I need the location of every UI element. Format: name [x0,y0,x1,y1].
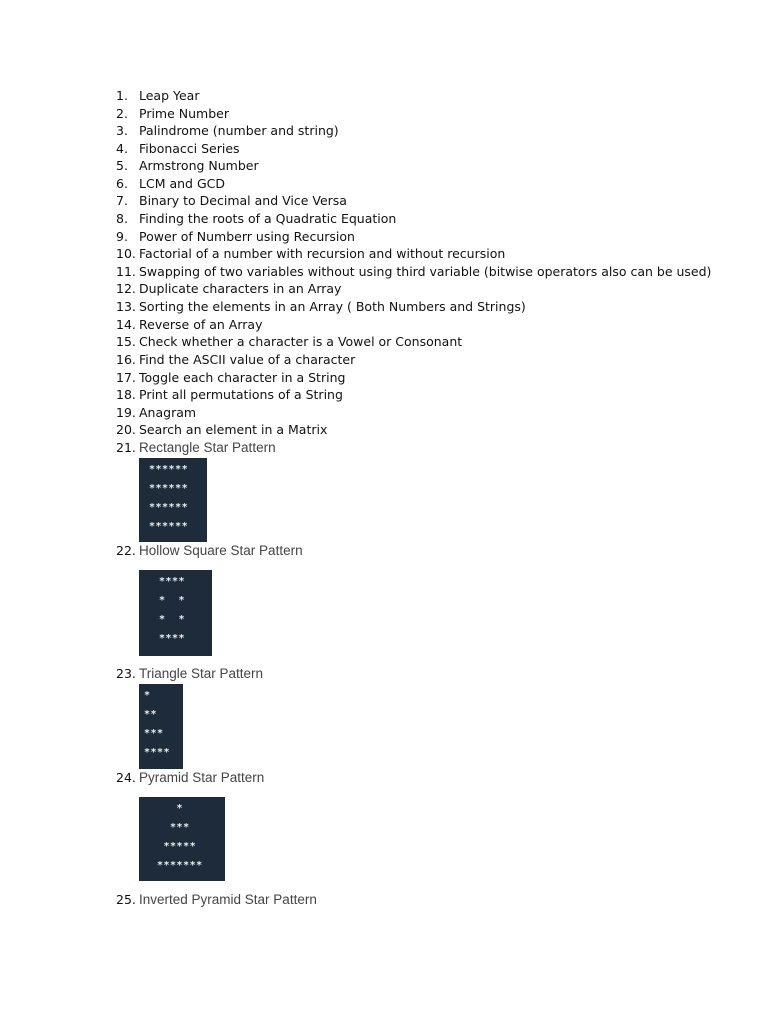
item-text: Leap Year [139,88,200,103]
item-number: 5. [116,158,128,173]
item-text: Triangle Star Pattern [139,666,264,681]
item-text: Power of Numberr using Recursion [139,229,355,244]
item-text: Sorting the elements in an Array ( Both Numbers and Strings) [139,299,526,314]
pattern-line: * [144,690,151,701]
item-text: Find the ASCII value of a character [139,352,356,367]
item-number: 11. [116,264,136,279]
item-number: 23. [116,666,136,681]
item-number: 3. [116,123,128,138]
pattern-line: ****** [149,464,189,475]
item-text: Anagram [139,405,197,420]
item-number: 4. [116,141,128,156]
pattern-line: ****** [149,521,189,532]
item-text: Rectangle Star Pattern [139,440,276,455]
item-text: LCM and GCD [139,176,225,191]
item-number: 18. [116,387,136,402]
item-text: Check whether a character is a Vowel or Consonant [139,334,463,349]
triangle-pattern-output [139,684,183,769]
item-text: Hollow Square Star Pattern [139,543,303,558]
item-number: 13. [116,299,136,314]
pattern-line: ** [144,709,158,720]
item-number: 17. [116,370,136,385]
item-number: 8. [116,211,128,226]
pattern-line: ***** [157,841,197,852]
item-number: 20. [116,422,136,437]
item-number: 2. [116,106,128,121]
item-number: 16. [116,352,136,367]
pattern-line: **** [159,633,186,644]
item-number: 7. [116,193,128,208]
item-text: Inverted Pyramid Star Pattern [139,892,317,907]
pattern-line: **** [144,747,171,758]
item-text: Prime Number [139,106,229,121]
item-text: Palindrome (number and string) [139,123,339,138]
item-number: 24. [116,770,136,785]
pattern-line: **** [159,576,186,587]
item-text: Armstrong Number [139,158,259,173]
pattern-line: *** [157,822,190,833]
item-number: 1. [116,88,128,103]
item-number: 25. [116,892,136,907]
rectangle-pattern-output [139,458,207,542]
pyramid-pattern-output [139,797,225,881]
item-text: Search an element in a Matrix [139,422,328,437]
item-text: Finding the roots of a Quadratic Equation [139,211,397,226]
item-text: Print all permutations of a String [139,387,343,402]
pattern-line: * * [159,595,186,606]
item-number: 15. [116,334,136,349]
pattern-line: * [157,803,184,814]
item-text: Factorial of a number with recursion and without recursion [139,246,506,261]
item-text: Reverse of an Array [139,317,263,332]
item-number: 9. [116,229,128,244]
item-number: 21. [116,440,136,455]
pattern-line: ****** [149,483,189,494]
item-text: Binary to Decimal and Vice Versa [139,193,347,208]
item-number: 12. [116,281,136,296]
item-text: Fibonacci Series [139,141,240,156]
item-text: Duplicate characters in an Array [139,281,342,296]
item-text: Toggle each character in a String [139,370,346,385]
item-number: 19. [116,405,136,420]
item-text: Swapping of two variables without using third variable (bitwise operators also can be used) [139,264,712,279]
item-number: 10. [116,246,136,261]
pattern-line: * * [159,614,186,625]
pattern-line: ****** [149,502,189,513]
pattern-line: *** [144,728,164,739]
item-text: Pyramid Star Pattern [139,770,265,785]
item-number: 14. [116,317,136,332]
hollow-square-pattern-output [139,570,212,656]
item-number: 22. [116,543,136,558]
pattern-line: ******* [157,860,203,871]
item-number: 6. [116,176,128,191]
